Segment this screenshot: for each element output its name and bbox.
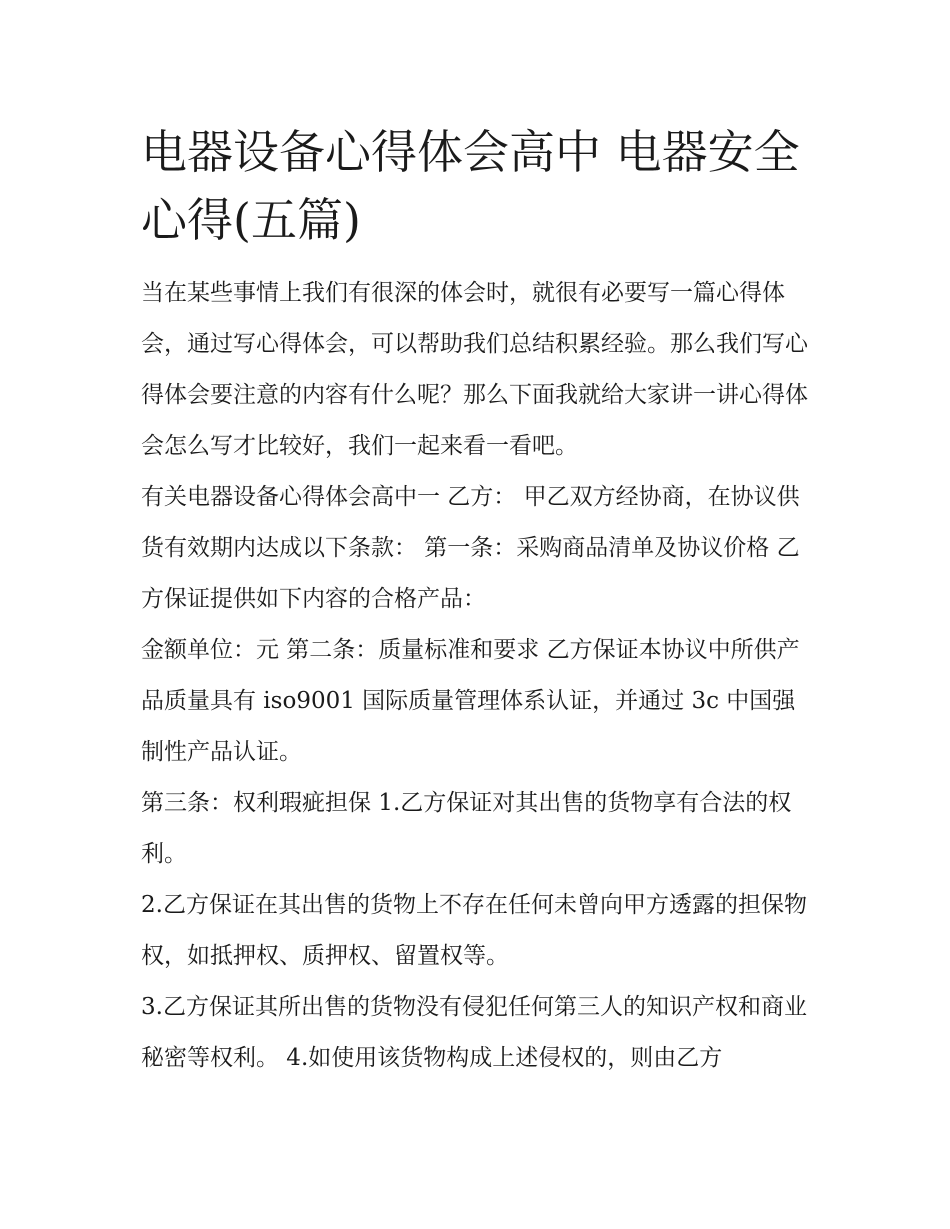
paragraph-intro: 当在某些事情上我们有很深的体会时，就很有必要写一篇心得体会，通过写心得体会，可以帮助我们总结积累经验。那么我们写心得体会要注意的内容有什么呢？那么下面我就给大家讲一讲心得体会怎么写才比较好，我们一起来看一看吧。 (141, 280, 808, 459)
paragraph-warranty-3: 3.乙方保证其所出售的货物没有侵犯任何第三人的知识产权和商业秘密等权利。 4.如使用该货物构成上述侵权的，则由乙方 (141, 994, 807, 1071)
paragraph-warranty-1: 第三条：权利瑕疵担保 1.乙方保证对其出售的货物享有合法的权利。 (141, 790, 792, 867)
paragraph-warranty-2: 2.乙方保证在其出售的货物上不存在任何未曾向甲方透露的担保物权，如抵押权、质押权、留置权等。 (141, 892, 807, 969)
paragraph-quality-standards: 金额单位：元 第二条：质量标准和要求 乙方保证本协议中所供产品质量具有 iso9001 国际质量管理体系认证，并通过 3c 中国强制性产品认证。 (141, 637, 800, 765)
document-title: 电器设备心得体会高中 电器安全心得(五篇) (141, 125, 800, 247)
paragraph-agreement-terms: 有关电器设备心得体会高中一 乙方： 甲乙双方经协商，在协议供货有效期内达成以下条款： 第一条：采购商品清单及协议价格 乙方保证提供如下内容的合格产品： (141, 484, 800, 612)
document-body (141, 118, 813, 1084)
